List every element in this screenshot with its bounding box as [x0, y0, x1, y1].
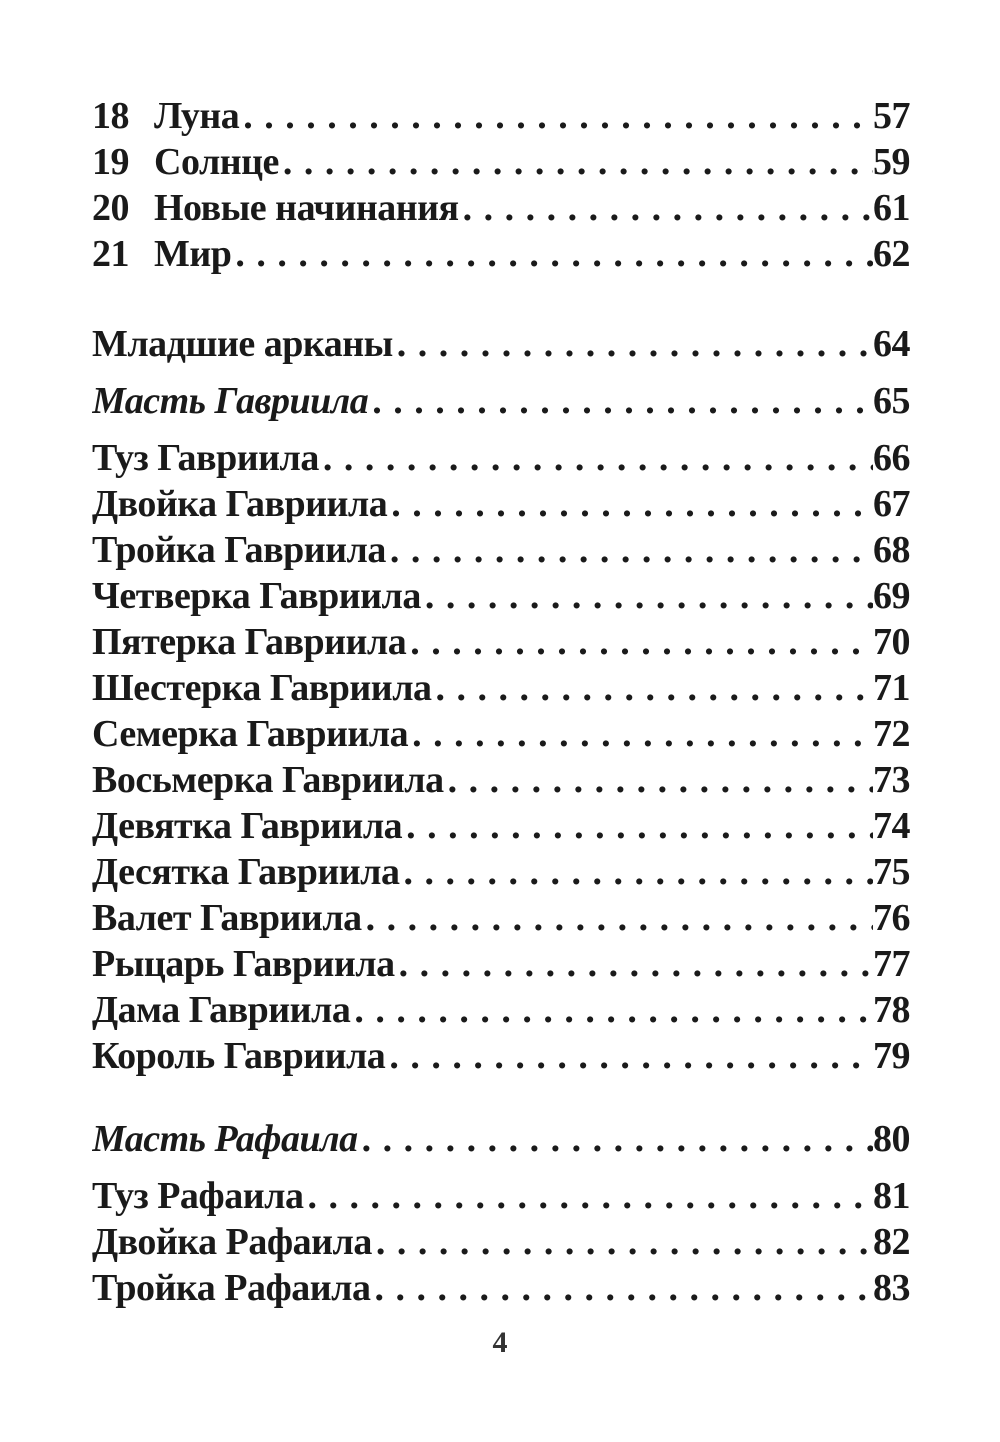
toc-entry[interactable]	[92, 1219, 910, 1265]
toc-entry[interactable]	[92, 435, 910, 481]
entry-title: Двойка Гавриила	[92, 483, 388, 525]
dot-leader	[370, 1265, 873, 1311]
entry-title: Тройка Гавриила	[92, 529, 386, 571]
entry-title: Восьмерка Гавриила	[92, 759, 444, 801]
entry-title: Луна	[154, 95, 240, 137]
entry-title: Семерка Гавриила	[92, 713, 409, 755]
section-page: 64	[873, 323, 910, 365]
toc-entry[interactable]	[92, 849, 910, 895]
section-spacer	[92, 424, 910, 435]
entry-title: Туз Рафаила	[92, 1175, 304, 1217]
suit-title: Масть Гавриила	[92, 380, 369, 422]
dot-leader	[368, 378, 873, 424]
entry-page: 79	[873, 1035, 910, 1077]
dot-leader	[444, 757, 873, 803]
dot-leader	[387, 481, 873, 527]
entry-title: Девятка Гавриила	[92, 805, 403, 847]
toc-entry[interactable]	[92, 987, 910, 1033]
entry-title: Тройка Рафаила	[92, 1267, 371, 1309]
toc-entry[interactable]	[92, 941, 910, 987]
entry-page: 73	[873, 759, 910, 801]
entry-page: 61	[873, 187, 910, 229]
entry-title: Король Гавриила	[92, 1035, 386, 1077]
entry-title: Рыцарь Гавриила	[92, 943, 395, 985]
toc-section-suit-gabriel[interactable]	[92, 378, 910, 424]
entry-page: 66	[873, 437, 910, 479]
entry-page: 71	[873, 667, 910, 709]
suit-title: Масть Рафаила	[92, 1118, 358, 1160]
dot-leader	[231, 231, 873, 277]
entry-page: 82	[873, 1221, 910, 1263]
entry-page: 62	[873, 233, 910, 275]
entry-title: Четверка Гавриила	[92, 575, 421, 617]
entry-page: 68	[873, 529, 910, 571]
entry-title: Валет Гавриила	[92, 897, 362, 939]
entry-number: 20	[92, 187, 129, 229]
toc-section-minor-arcana[interactable]	[92, 321, 910, 367]
dot-leader	[385, 1033, 873, 1079]
dot-leader	[421, 573, 873, 619]
toc-entry-arcana-21[interactable]	[92, 231, 910, 277]
entry-number: 21	[92, 233, 129, 275]
entry-page: 78	[873, 989, 910, 1031]
toc-entry[interactable]	[92, 665, 910, 711]
toc-entry-arcana-19[interactable]	[92, 139, 910, 185]
entry-page: 77	[873, 943, 910, 985]
entry-page: 75	[873, 851, 910, 893]
toc-entry-arcana-20[interactable]	[92, 185, 910, 231]
section-spacer	[92, 277, 910, 321]
entry-number: 19	[92, 141, 129, 183]
entry-page: 70	[873, 621, 910, 663]
dot-leader	[350, 987, 873, 1033]
dot-leader	[408, 711, 873, 757]
entry-title: Туз Гавриила	[92, 437, 319, 479]
entry-number: 18	[92, 95, 129, 137]
toc-section-suit-raphael[interactable]	[92, 1116, 910, 1162]
dot-leader	[432, 665, 873, 711]
section-spacer	[92, 1079, 910, 1116]
dot-leader	[358, 1116, 873, 1162]
entry-page: 59	[873, 141, 910, 183]
entry-page: 83	[873, 1267, 910, 1309]
dot-leader	[399, 849, 873, 895]
dot-leader	[386, 527, 873, 573]
entry-title: Двойка Рафаила	[92, 1221, 372, 1263]
entry-page: 72	[873, 713, 910, 755]
suit-page: 65	[873, 380, 910, 422]
entry-page: 67	[873, 483, 910, 525]
dot-leader	[303, 1173, 873, 1219]
toc-entry[interactable]	[92, 757, 910, 803]
entry-title: Десятка Гавриила	[92, 851, 400, 893]
toc-entry[interactable]	[92, 1173, 910, 1219]
page-number: 4	[492, 1326, 508, 1359]
dot-leader	[393, 321, 873, 367]
suit-page: 80	[873, 1118, 910, 1160]
toc-entry[interactable]	[92, 1265, 910, 1311]
table-of-contents	[92, 93, 910, 1311]
section-title: Младшие арканы	[92, 323, 393, 365]
dot-leader	[406, 619, 873, 665]
toc-entry[interactable]	[92, 481, 910, 527]
entry-title: Шестерка Гавриила	[92, 667, 432, 709]
dot-leader	[279, 139, 873, 185]
toc-entry[interactable]	[92, 619, 910, 665]
entry-page: 74	[873, 805, 910, 847]
dot-leader	[239, 93, 873, 139]
dot-leader	[395, 941, 873, 987]
entry-title: Мир	[154, 233, 232, 275]
toc-entry[interactable]	[92, 803, 910, 849]
entry-page: 81	[873, 1175, 910, 1217]
entry-title: Дама Гавриила	[92, 989, 351, 1031]
entry-title: Новые начинания	[154, 187, 459, 229]
dot-leader	[459, 185, 873, 231]
dot-leader	[319, 435, 873, 481]
toc-entry[interactable]	[92, 527, 910, 573]
toc-entry[interactable]	[92, 573, 910, 619]
section-spacer	[92, 367, 910, 378]
section-spacer	[92, 1162, 910, 1173]
toc-entry[interactable]	[92, 1033, 910, 1079]
entry-title: Солнце	[154, 141, 279, 183]
dot-leader	[402, 803, 873, 849]
entry-page: 57	[873, 95, 910, 137]
entry-page: 69	[873, 575, 910, 617]
toc-entry[interactable]	[92, 895, 910, 941]
entry-page: 76	[873, 897, 910, 939]
entry-title: Пятерка Гавриила	[92, 621, 407, 663]
toc-entry-arcana-18[interactable]	[92, 93, 910, 139]
toc-entry[interactable]	[92, 711, 910, 757]
dot-leader	[362, 895, 873, 941]
dot-leader	[372, 1219, 873, 1265]
